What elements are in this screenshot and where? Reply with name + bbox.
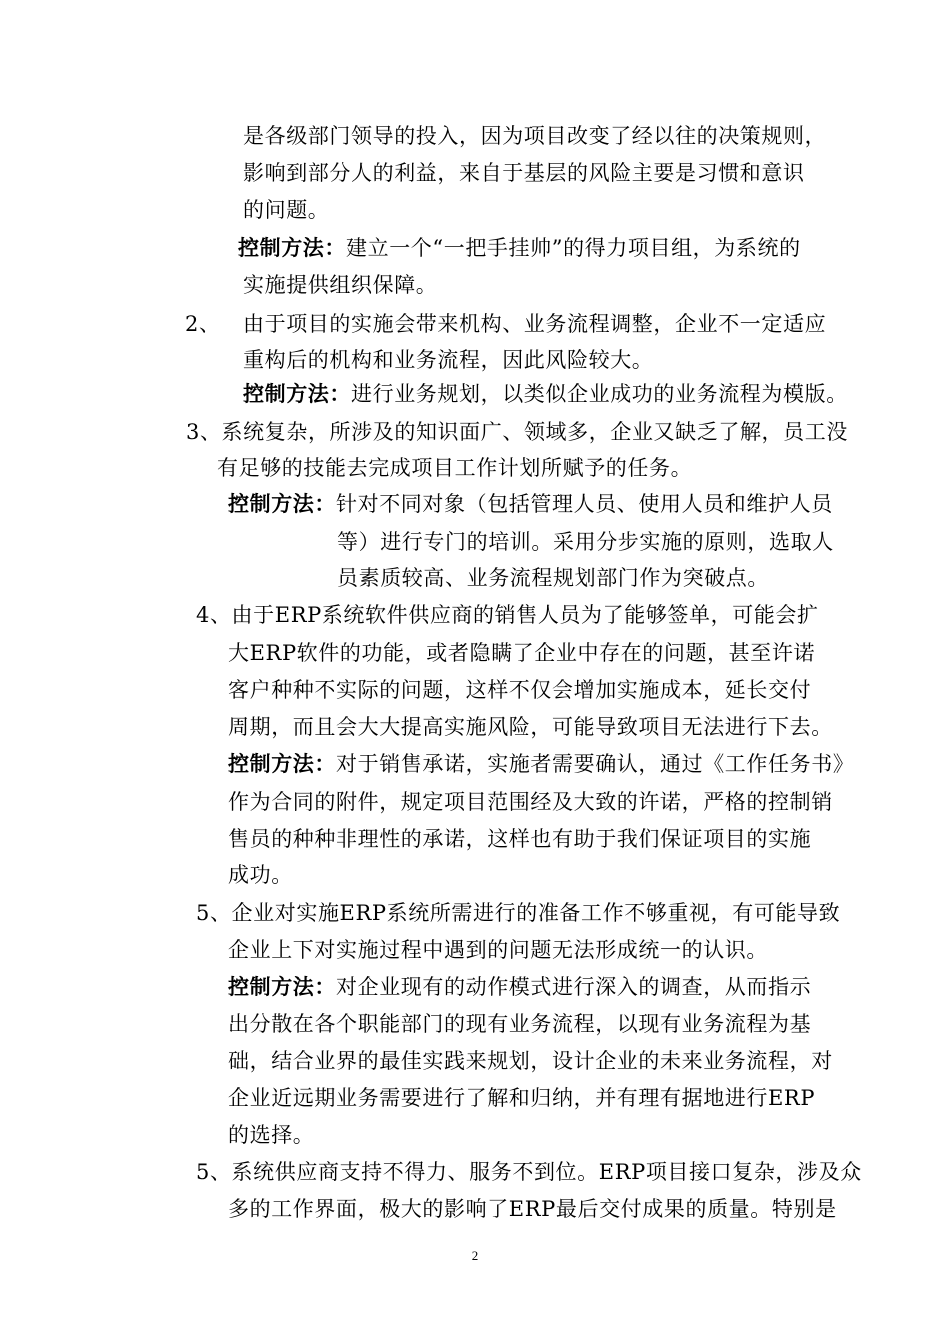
control-method-line [228, 750, 854, 778]
control-method-label: 控制方法： [243, 381, 351, 406]
text-line: 成功。 [228, 863, 293, 887]
text-line: 大ERP软件的功能，或者隐瞒了企业中存在的问题，甚至许诺 [228, 641, 816, 665]
text-line: 售员的种种非理性的承诺，这样也有助于我们保证项目的实施 [228, 827, 812, 851]
control-method-line [243, 380, 848, 408]
control-method-label: 控制方法： [228, 751, 336, 776]
text-line: 影响到部分人的利益，来自于基层的风险主要是习惯和意识 [243, 161, 805, 185]
text-line: 周期，而且会大大提高实施风险，可能导致项目无法进行下去。 [228, 715, 833, 739]
text-line: 的问题。 [243, 198, 330, 222]
text-line: 由于项目的实施会带来机构、业务流程调整，企业不一定适应 [243, 312, 827, 336]
text-line: 实施提供组织保障。 [243, 273, 438, 297]
text-line: 出分散在各个职能部门的现有业务流程，以现有业务流程为基 [228, 1012, 812, 1036]
control-method-label: 控制方法： [228, 491, 336, 516]
control-method-text: 对企业现有的动作模式进行深入的调查，从而指示 [336, 975, 812, 999]
control-method-label: 控制方法： [228, 974, 336, 999]
text-line: 有足够的技能去完成项目工作计划所赋予的任务。 [217, 456, 693, 480]
control-method-line [228, 490, 833, 518]
text-line: 多的工作界面，极大的影响了ERP最后交付成果的质量。特别是 [228, 1197, 837, 1221]
control-method-text: 进行业务规划，以类似企业成功的业务流程为模版。 [351, 382, 848, 406]
text-line: 企业上下对实施过程中遇到的问题无法形成统一的认识。 [228, 938, 768, 962]
control-method-line [238, 234, 801, 262]
text-line: 员素质较高、业务流程规划部门作为突破点。 [337, 566, 769, 590]
text-line: 等）进行专门的培训。采用分步实施的原则，选取人 [337, 530, 834, 554]
control-method-text: 针对不同对象（包括管理人员、使用人员和维护人员 [336, 492, 833, 516]
text-line: 4、由于ERP系统软件供应商的销售人员为了能够签单，可能会扩 [196, 603, 819, 627]
text-line: 5、系统供应商支持不得力、服务不到位。ERP项目接口复杂，涉及众 [196, 1160, 862, 1184]
control-method-label: 控制方法： [238, 235, 346, 260]
list-item-number: 2、 [185, 312, 221, 336]
text-line: 企业近远期业务需要进行了解和归纳，并有理有据地进行ERP [228, 1086, 816, 1110]
text-line: 客户种种不实际的问题，这样不仅会增加实施成本，延长交付 [228, 678, 812, 702]
text-line: 础，结合业界的最佳实践来规划，设计企业的未来业务流程，对 [228, 1049, 833, 1073]
page-number: 2 [471, 1248, 479, 1263]
text-line: 的选择。 [228, 1123, 315, 1147]
control-method-line [228, 973, 811, 1001]
text-line: 3、系统复杂，所涉及的知识面广、领域多，企业又缺乏了解，员工没 [186, 420, 848, 444]
text-line: 5、企业对实施ERP系统所需进行的准备工作不够重视，有可能导致 [196, 901, 841, 925]
text-line: 重构后的机构和业务流程，因此风险较大。 [243, 348, 654, 372]
control-method-text: 建立一个“一把手挂帅”的得力项目组，为系统的 [346, 236, 801, 260]
text-line: 作为合同的附件，规定项目范围经及大致的许诺，严格的控制销 [228, 790, 833, 814]
text-line: 是各级部门领导的投入，因为项目改变了经以往的决策规则， [243, 124, 827, 148]
control-method-text: 对于销售承诺，实施者需要确认，通过《工作任务书》 [336, 752, 855, 776]
